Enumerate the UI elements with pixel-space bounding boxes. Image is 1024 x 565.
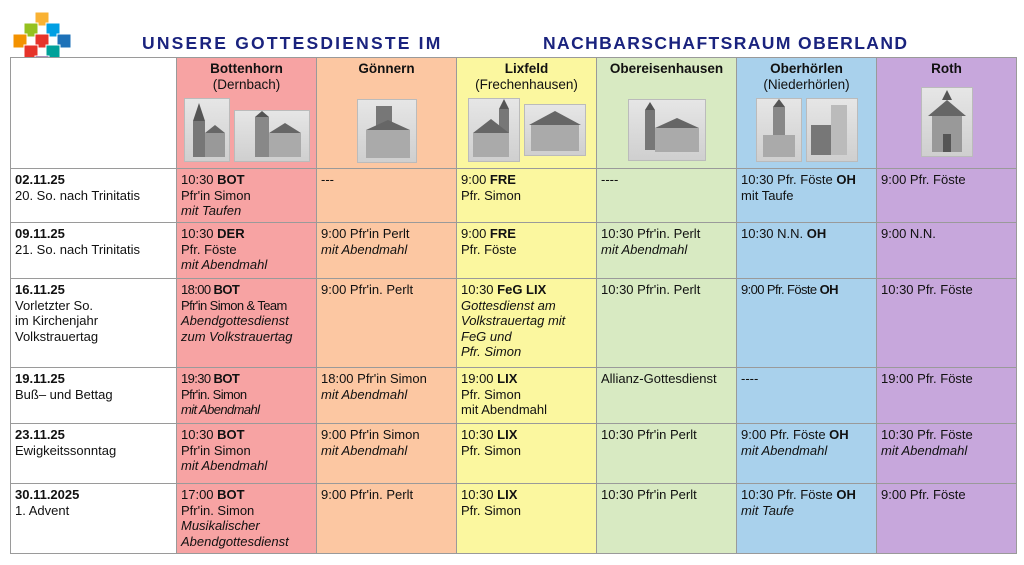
service-date: 30.11.2025: [15, 487, 80, 502]
service-cell-bottenhorn: [177, 424, 317, 484]
column-name: Lixfeld: [504, 61, 549, 76]
location-code: OH: [806, 226, 827, 241]
service-line: [461, 443, 592, 459]
service-cell-roth: [877, 279, 1017, 368]
service-line: [461, 188, 592, 204]
service-cell-bottenhorn: [177, 484, 317, 554]
service-text: 19:00 Pfr. Föste: [881, 371, 973, 386]
service-line: [601, 172, 732, 188]
service-text: 18:00: [181, 282, 214, 297]
service-line: [321, 242, 452, 258]
church-photo: [357, 99, 417, 163]
service-text: Pfr. Simon: [461, 502, 521, 518]
service-text: 10:30 Pfr'in. Perlt: [601, 226, 701, 241]
service-cell-obereisenhausen: [597, 223, 737, 279]
service-text: 9:00 Pfr. Föste: [881, 487, 966, 502]
service-line: [181, 534, 312, 550]
service-line: [461, 242, 592, 258]
service-text: Pfr'in Simon: [181, 187, 251, 203]
service-line: [741, 226, 872, 242]
date-cell: [11, 368, 177, 424]
service-cell-roth: [877, 484, 1017, 554]
service-line: [601, 226, 732, 242]
service-text: 10:30 Pfr'in. Perlt: [601, 282, 701, 297]
service-line: [881, 282, 1012, 298]
column-name: Oberhörlen: [770, 61, 843, 76]
service-line: [741, 443, 872, 459]
service-line: [321, 371, 452, 387]
service-text: 9:00 Pfr'in Perlt: [321, 226, 410, 241]
column-name: Bottenhorn: [210, 61, 283, 76]
service-text: zum Volkstrauertag: [181, 328, 293, 344]
service-cell-lixfeld: [457, 223, 597, 279]
service-text: 9:00 Pfr. Föste: [741, 282, 820, 297]
header-row: [11, 58, 1017, 169]
date-cell: [11, 169, 177, 223]
service-cell-oberhoerlen: [737, 368, 877, 424]
service-text: mit Abendmahl: [181, 458, 268, 473]
service-date: 23.11.25: [15, 427, 65, 442]
location-code: BOT: [213, 371, 240, 386]
service-text: 19:30: [181, 371, 214, 386]
occasion-text: 21. So. nach Trinitatis: [15, 241, 141, 257]
service-text: mit Taufe: [741, 502, 794, 518]
location-code: LIX: [497, 487, 518, 502]
service-text: Allianz-Gottesdienst: [601, 371, 717, 386]
service-line: [881, 443, 1012, 459]
service-text: 10:30: [461, 487, 498, 502]
service-text: Musikalischer: [181, 518, 260, 533]
service-text: mit Abendmahl: [181, 257, 268, 272]
column-header-roth: [877, 58, 1017, 169]
service-text: ----: [601, 172, 619, 187]
service-line: [181, 503, 312, 519]
service-text: 9:00: [461, 172, 490, 187]
church-photo: [234, 110, 310, 162]
service-text: mit Taufen: [181, 203, 242, 218]
service-text: 10:30 Pfr. Föste: [741, 172, 837, 187]
service-cell-obereisenhausen: [597, 368, 737, 424]
service-text: 19:00: [461, 371, 498, 386]
column-header-bottenhorn: [177, 58, 317, 169]
service-line: [181, 257, 312, 273]
service-line: [601, 371, 732, 387]
service-cell-roth: [877, 424, 1017, 484]
service-text: 9:00 Pfr'in. Perlt: [321, 487, 414, 502]
column-subname: (Frechenhausen): [475, 76, 578, 92]
church-photo: [756, 98, 802, 162]
service-line: [181, 329, 312, 345]
date-cell: [11, 424, 177, 484]
service-cell-oberhoerlen: [737, 484, 877, 554]
service-date: 02.11.25: [15, 172, 65, 187]
location-code: BOT: [217, 487, 245, 502]
service-line: [461, 298, 592, 314]
service-line: [181, 313, 312, 329]
service-cell-obereisenhausen: [597, 169, 737, 223]
service-line: [181, 387, 312, 403]
service-text: 10:30: [181, 226, 218, 241]
schedule-row: [11, 368, 1017, 424]
service-line: [881, 172, 1012, 188]
service-line: [741, 172, 872, 188]
service-text: mit Abendmahl: [741, 442, 828, 458]
service-line: [321, 487, 452, 503]
occasion-text: im Kirchenjahr: [15, 313, 99, 328]
service-line: [461, 371, 592, 387]
schedule-row: [11, 279, 1017, 368]
service-text: 10:30: [461, 427, 498, 442]
service-line: [881, 427, 1012, 443]
occasion-text: Vorletzter So.: [15, 297, 94, 313]
service-cell-oberhoerlen: [737, 424, 877, 484]
service-line: [181, 371, 312, 387]
service-line: [461, 487, 592, 503]
service-line: [461, 282, 592, 298]
service-text: Pfr'in Simon & Team: [181, 297, 287, 313]
service-text: ---: [321, 172, 334, 187]
service-date: 16.11.25: [15, 282, 65, 297]
service-text: Gottesdienst am: [461, 297, 556, 313]
schedule-table: [10, 57, 1017, 554]
service-cell-goennern: [317, 223, 457, 279]
service-line: [181, 298, 312, 314]
service-text: 17:00: [181, 487, 218, 502]
service-line: [321, 282, 452, 298]
column-header-obereisenhausen: [597, 58, 737, 169]
service-cell-lixfeld: [457, 169, 597, 223]
column-subname: (Niederhörlen): [763, 76, 850, 92]
service-line: [601, 427, 732, 443]
location-code: OH: [836, 172, 856, 187]
service-text: mit Abendmahl: [461, 402, 547, 417]
service-line: [601, 242, 732, 258]
service-text: 9:00 Pfr'in Simon: [321, 427, 420, 442]
service-line: [461, 503, 592, 519]
service-cell-roth: [877, 223, 1017, 279]
page-title-region: NACHBARSCHAFTSRAUM OBERLAND: [543, 33, 909, 53]
schedule-row: [11, 484, 1017, 554]
service-line: [181, 226, 312, 242]
date-cell: [11, 279, 177, 368]
occasion-text: Volkstrauertag: [15, 328, 99, 344]
service-text: Pfr. Simon: [461, 187, 521, 203]
service-text: 9:00 Pfr. Föste: [881, 172, 966, 187]
service-line: [461, 329, 592, 345]
service-text: mit Abendmahl: [601, 241, 688, 257]
service-text: 10:30 N.N.: [741, 226, 807, 241]
occasion-text: Ewigkeitssonntag: [15, 442, 117, 458]
service-line: [461, 226, 592, 242]
service-cell-bottenhorn: [177, 169, 317, 223]
service-cell-obereisenhausen: [597, 279, 737, 368]
service-cell-lixfeld: [457, 424, 597, 484]
service-line: [181, 203, 312, 219]
service-text: FeG und: [461, 328, 512, 344]
service-text: mit Abendmahl: [181, 402, 260, 417]
service-text: 9:00 N.N.: [881, 226, 936, 241]
schedule-row: [11, 424, 1017, 484]
service-date: 19.11.25: [15, 371, 65, 386]
service-cell-lixfeld: [457, 368, 597, 424]
service-line: [181, 172, 312, 188]
location-code: FRE: [489, 226, 516, 241]
service-line: [181, 282, 312, 298]
location-code: OH: [829, 427, 849, 442]
service-cell-oberhoerlen: [737, 169, 877, 223]
service-line: [601, 282, 732, 298]
location-code: BOT: [213, 282, 240, 297]
service-cell-goennern: [317, 484, 457, 554]
service-text: 10:30 Pfr. Föste: [741, 487, 837, 502]
service-line: [461, 344, 592, 360]
service-line: [181, 443, 312, 459]
column-subname: (Dernbach): [212, 76, 281, 92]
schedule-row: [11, 169, 1017, 223]
column-header-goennern: [317, 58, 457, 169]
service-line: [181, 487, 312, 503]
location-code: BOT: [217, 172, 245, 187]
service-text: mit Abendmahl: [321, 442, 408, 458]
service-line: [181, 518, 312, 534]
service-text: 10:30 Pfr'in Perlt: [601, 427, 697, 442]
occasion-text: Buß– und Bettag: [15, 386, 113, 402]
service-line: [741, 503, 872, 519]
service-text: Pfr. Föste: [461, 241, 517, 257]
service-text: 9:00 Pfr'in. Perlt: [321, 282, 414, 297]
service-cell-lixfeld: [457, 279, 597, 368]
service-line: [741, 427, 872, 443]
church-photo: [524, 104, 586, 156]
service-text: Pfr. Simon: [461, 344, 522, 359]
service-line: [461, 313, 592, 329]
column-name: Roth: [931, 61, 962, 76]
header-corner: [11, 58, 177, 169]
occasion-text: 20. So. nach Trinitatis: [15, 187, 141, 203]
service-line: [741, 282, 872, 298]
service-text: Pfr'in. Simon: [181, 502, 255, 518]
service-cell-obereisenhausen: [597, 424, 737, 484]
service-text: Pfr. Simon: [461, 386, 521, 402]
service-line: [741, 371, 872, 387]
service-line: [181, 242, 312, 258]
service-line: [881, 371, 1012, 387]
service-line: [461, 172, 592, 188]
service-text: mit Abendmahl: [321, 386, 408, 402]
service-line: [461, 427, 592, 443]
location-code: LIX: [497, 427, 518, 442]
service-cell-lixfeld: [457, 484, 597, 554]
service-text: ----: [741, 371, 759, 386]
occasion-text: 1. Advent: [15, 502, 70, 518]
service-line: [181, 427, 312, 443]
church-photo: [468, 98, 520, 162]
service-text: 9:00: [461, 226, 490, 241]
service-text: 10:30: [461, 282, 498, 297]
service-cell-goennern: [317, 169, 457, 223]
service-line: [881, 226, 1012, 242]
service-line: [181, 402, 312, 418]
service-cell-roth: [877, 368, 1017, 424]
service-text: Abendgottesdienst: [181, 313, 289, 328]
service-text: 10:30 Pfr. Föste: [881, 282, 973, 297]
service-line: [461, 387, 592, 403]
service-text: 10:30 Pfr'in Perlt: [601, 487, 697, 502]
service-cell-bottenhorn: [177, 368, 317, 424]
location-code: FRE: [489, 172, 516, 187]
service-line: [321, 387, 452, 403]
column-name: Obereisenhausen: [609, 61, 724, 76]
service-line: [741, 487, 872, 503]
service-text: mit Taufe: [741, 187, 794, 203]
service-cell-roth: [877, 169, 1017, 223]
service-cell-oberhoerlen: [737, 223, 877, 279]
church-photo: [628, 99, 706, 161]
page-title: UNSERE GOTTESDIENSTE IM: [142, 33, 443, 53]
service-text: mit Abendmahl: [321, 241, 408, 257]
service-cell-oberhoerlen: [737, 279, 877, 368]
church-photo: [184, 98, 230, 162]
service-text: Pfr. Simon: [461, 442, 521, 458]
service-text: mit Abendmahl: [881, 442, 968, 458]
service-cell-goennern: [317, 424, 457, 484]
service-cell-bottenhorn: [177, 223, 317, 279]
church-photo: [921, 87, 973, 157]
service-line: [181, 188, 312, 204]
service-date: 09.11.25: [15, 226, 65, 241]
location-code: LIX: [497, 371, 518, 386]
service-line: [321, 172, 452, 188]
service-text: Pfr'in Simon: [181, 442, 251, 458]
service-text: 9:00 Pfr. Föste: [741, 427, 830, 442]
column-name: Gönnern: [358, 61, 415, 76]
service-cell-goennern: [317, 279, 457, 368]
service-text: Abendgottesdienst: [181, 533, 289, 549]
service-line: [881, 487, 1012, 503]
service-line: [181, 458, 312, 474]
service-line: [741, 188, 872, 204]
location-code: BOT: [217, 427, 245, 442]
service-line: [321, 427, 452, 443]
service-text: 18:00 Pfr'in Simon: [321, 371, 427, 386]
service-text: Pfr'in. Simon: [181, 386, 247, 402]
location-code: DER: [217, 226, 245, 241]
date-cell: [11, 223, 177, 279]
service-cell-bottenhorn: [177, 279, 317, 368]
location-code: OH: [836, 487, 856, 502]
service-text: Volkstrauertag mit: [461, 313, 566, 328]
service-line: [321, 226, 452, 242]
date-cell: [11, 484, 177, 554]
service-line: [321, 443, 452, 459]
service-text: 10:30 Pfr. Föste: [881, 427, 973, 442]
column-header-oberhoerlen: [737, 58, 877, 169]
service-line: [601, 487, 732, 503]
service-text: 10:30: [181, 172, 218, 187]
schedule-rows: [11, 169, 1017, 554]
service-text: 10:30: [181, 427, 218, 442]
church-photo: [806, 98, 858, 162]
location-code: OH: [819, 282, 838, 297]
service-text: Pfr. Föste: [181, 241, 237, 257]
service-line: [461, 402, 592, 418]
schedule-row: [11, 223, 1017, 279]
service-cell-goennern: [317, 368, 457, 424]
column-header-lixfeld: [457, 58, 597, 169]
service-cell-obereisenhausen: [597, 484, 737, 554]
location-code: FeG LIX: [497, 282, 547, 297]
